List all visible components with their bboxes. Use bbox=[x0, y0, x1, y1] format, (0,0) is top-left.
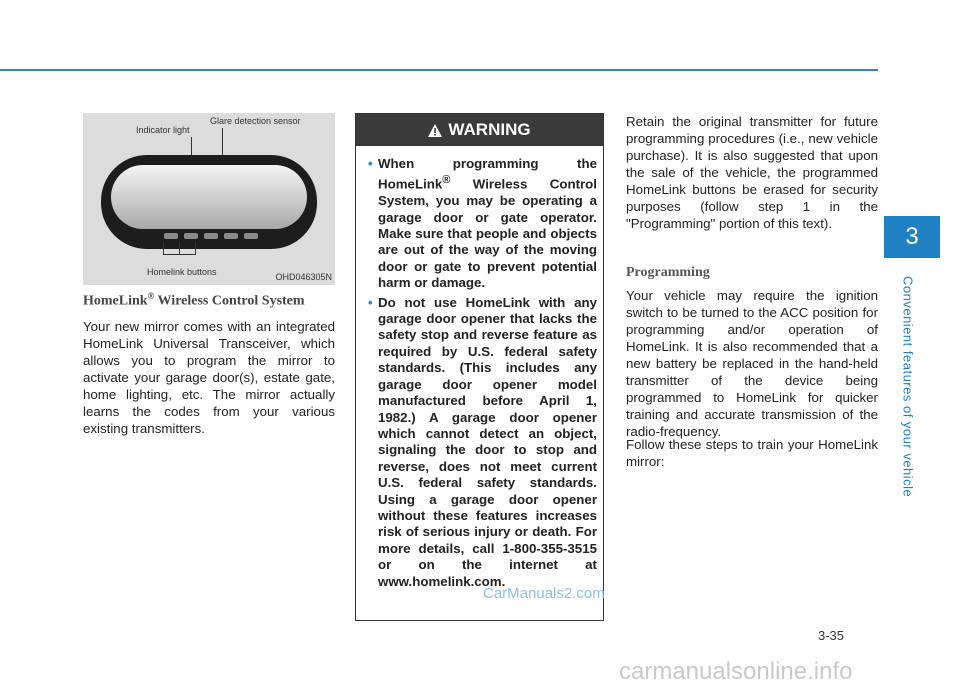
chapter-title: Convenient features of your vehicle bbox=[900, 276, 916, 498]
watermark-carmanualsonline[interactable]: carmanualsonline.info bbox=[619, 658, 853, 685]
buttons-leader-right bbox=[195, 241, 196, 255]
glare-sensor-label: Glare detection sensor bbox=[210, 116, 301, 126]
homelink-button-1 bbox=[164, 233, 178, 239]
section-heading: HomeLink® Wireless Control System bbox=[83, 291, 305, 309]
homelink-button-2 bbox=[184, 233, 198, 239]
warning-item: • When programming the HomeLink® Wireless Control System, you may be operating a garage door or gate operator. Make sure that people and objects are out of the way of the moving door or gate to prevent potential harm or damage. bbox=[368, 156, 597, 292]
intro-paragraph: Your new mirror comes with an integrated HomeLink Universal Transceiver, which allows you to program the mirror to activate your garage door(s), estate gate, home lighting, etc. The mirror actually learns the codes from your various existing transmitters. bbox=[83, 319, 335, 436]
figure-code: OHD046305N bbox=[275, 272, 332, 282]
programming-heading: Programming bbox=[626, 265, 710, 280]
programming-paragraph: Your vehicle may require the ignition switch to be turned to the ACC position for programming and/or operation of HomeLink. It is also recommended that a new battery be replaced in the hand-held transmitter of the device being programmed to HomeLink for quicker training and accurate transmission of the radio-frequency. bbox=[626, 288, 878, 439]
page-number: 3-35 bbox=[818, 628, 845, 643]
steps-intro-paragraph: Follow these steps to train your HomeLink mirror: bbox=[626, 437, 878, 469]
warning-header bbox=[356, 114, 603, 146]
rearview-mirror-illustration bbox=[101, 155, 317, 249]
mirror-button-row bbox=[151, 233, 271, 241]
warning-triangle-icon bbox=[428, 124, 442, 137]
buttons-leader-mid bbox=[179, 241, 180, 255]
warning-list bbox=[368, 156, 597, 590]
auto-dimming-button bbox=[224, 233, 238, 239]
homelink-button-3 bbox=[204, 233, 218, 239]
watermark-carmanuals[interactable]: CarManuals2.com bbox=[483, 585, 605, 602]
chapter-number: 3 bbox=[905, 223, 919, 250]
chapter-side-title bbox=[868, 277, 948, 497]
buttons-leader-bar bbox=[163, 254, 196, 255]
mirror-figure bbox=[83, 113, 335, 285]
mirror-glass bbox=[111, 165, 307, 229]
warning-title: WARNING bbox=[448, 120, 531, 139]
retain-paragraph: Retain the original transmitter for future programming procedures (i.e., new vehicle purchase). It is also suggested that upon the sale of the vehicle, the programmed HomeLink buttons be erased for security purposes (follow step 1 in the "Programming" portion of this text). bbox=[626, 114, 878, 231]
indicator-light-label: Indicator light bbox=[136, 125, 190, 135]
warning-box bbox=[355, 113, 604, 621]
homelink-buttons-label: Homelink buttons bbox=[147, 267, 217, 277]
warning-item: • Do not use HomeLink with any garage door opener that lacks the safety stop and reverse feature as required by U.S. federal safety standards. (This includes any garage door opener model manufactured before April 1, 1982.) A garage door opener which cannot detect an object, signaling the door to stop and reverse, does not meet current U.S. federal safety standards. Using a garage door opener without these features increases risk of serious injury or death. For more details, call 1-800-355-3515 or on the internet at www.homelink.com. bbox=[368, 295, 597, 590]
buttons-leader-left bbox=[163, 241, 164, 255]
header-rule bbox=[0, 69, 878, 71]
mirror-power-button bbox=[244, 233, 258, 239]
chapter-tab bbox=[884, 216, 940, 258]
